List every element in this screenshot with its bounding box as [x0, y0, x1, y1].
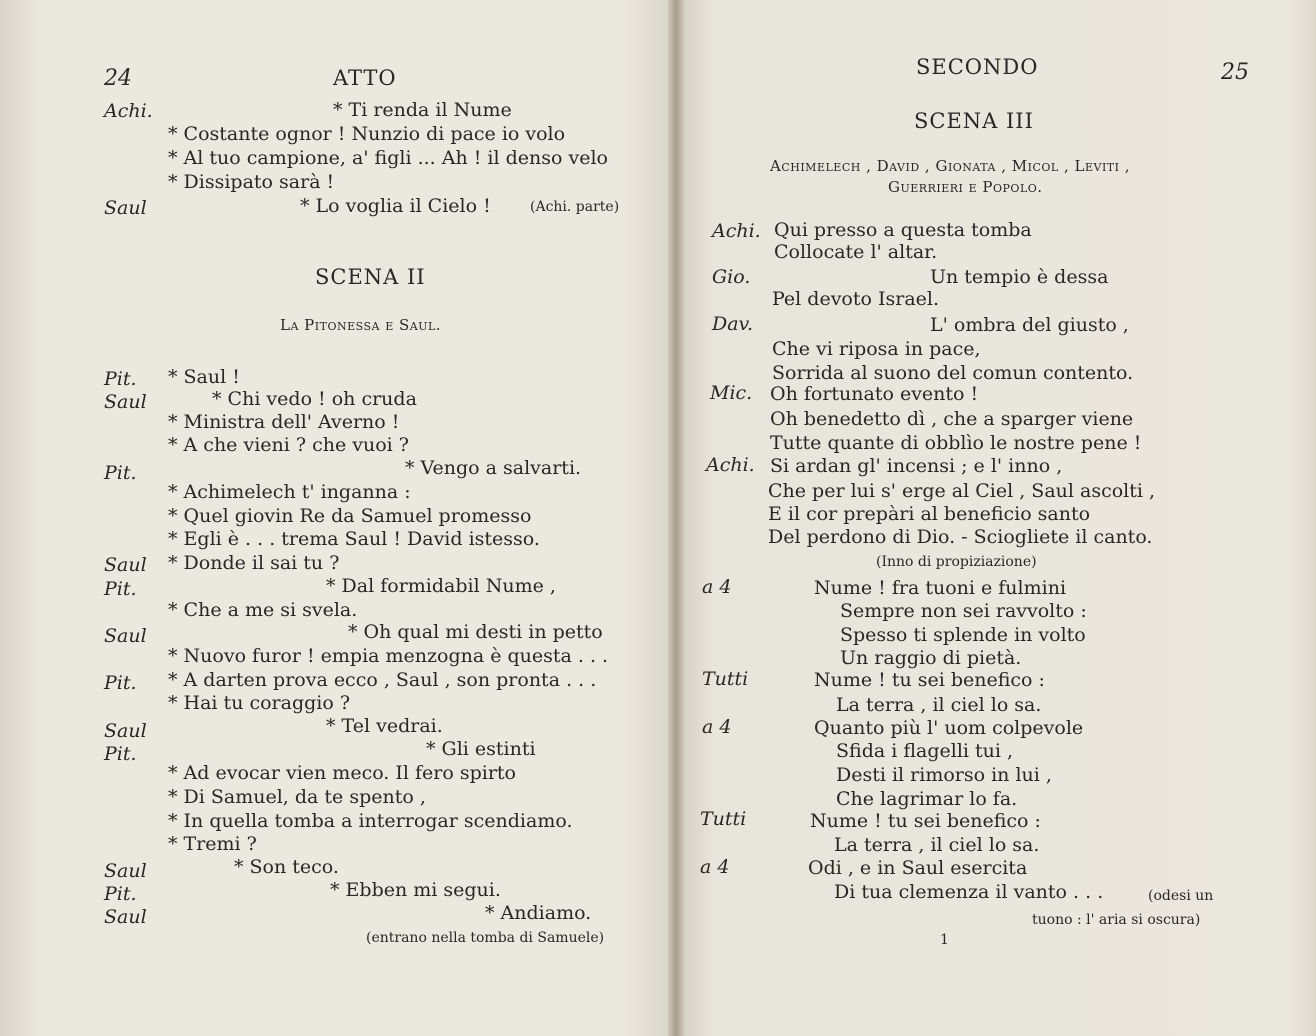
- stage-direction: (Inno di propiziazione): [876, 554, 1037, 570]
- verse-line: Qui presso a questa tomba: [774, 219, 1032, 241]
- verse-line: * Donde il sai tu ?: [168, 552, 340, 574]
- verse-line: * Nuovo furor ! empia menzogna è questa . . .: [168, 645, 609, 667]
- speaker-label: Achi.: [706, 454, 755, 476]
- verse-line: La terra , il ciel lo sa.: [836, 694, 1042, 716]
- verse-line: Spesso ti splende in volto: [840, 624, 1086, 646]
- verse-line: Oh benedetto dì , che a sparger viene: [770, 408, 1134, 430]
- verse-line: * Son teco.: [234, 856, 339, 878]
- verse-line: Quanto più l' uom colpevole: [814, 717, 1084, 739]
- verse-line: Sorrida al suono del comun contento.: [772, 362, 1134, 384]
- verse-line: Un raggio di pietà.: [840, 647, 1022, 669]
- signature-mark: 1: [940, 932, 949, 948]
- verse-line: Odi , e in Saul esercita: [808, 857, 1028, 879]
- verse-line: Tutte quante di obblìo le nostre pene !: [770, 432, 1142, 454]
- speaker-label: Achi.: [712, 220, 761, 242]
- verse-line: * Ebben mi segui.: [330, 879, 501, 901]
- verse-line: * Al tuo campione, a' figli ... Ah ! il denso velo: [168, 147, 608, 169]
- verse-line: Nume ! tu sei benefico :: [810, 810, 1041, 832]
- verse-line: * Di Samuel, da te spento ,: [168, 786, 426, 808]
- verse-line: * In quella tomba a interrogar scendiamo.: [168, 810, 573, 832]
- book-gutter: [668, 0, 684, 1036]
- speaker-label: Saul: [104, 720, 147, 742]
- stage-direction: (Achi. parte): [530, 199, 620, 215]
- verse-line: * Vengo a salvarti.: [405, 457, 582, 479]
- scene-title: SCENA II: [315, 265, 426, 289]
- speaker-label: Pit.: [104, 743, 137, 765]
- scene-cast: Guerrieri e Popolo.: [888, 178, 1043, 196]
- speaker-label: Tutti: [702, 668, 749, 690]
- verse-line: * Egli è . . . trema Saul ! David istesso.: [168, 528, 540, 550]
- speaker-label: Saul: [104, 197, 147, 219]
- speaker-label: Pit.: [104, 578, 137, 600]
- scene-cast: Achimelech , David , Gionata , Micol , Leviti ,: [770, 157, 1131, 175]
- verse-line: * A che vieni ? che vuoi ?: [168, 434, 409, 456]
- speaker-label: Tutti: [700, 808, 747, 830]
- verse-line: * Dissipato sarà !: [168, 171, 335, 193]
- verse-line: Di tua clemenza il vanto . . .: [834, 881, 1104, 903]
- verse-line: * Andiamo.: [485, 902, 592, 924]
- speaker-label: Achi.: [104, 100, 153, 122]
- verse-line: La terra , il ciel lo sa.: [834, 834, 1040, 856]
- verse-line: Collocate l' altar.: [774, 241, 938, 263]
- verse-line: * Gli estinti: [426, 738, 536, 760]
- verse-line: Che vi riposa in pace,: [772, 338, 981, 360]
- verse-line: * Hai tu coraggio ?: [168, 692, 351, 714]
- verse-line: Sfida i flagelli tui ,: [836, 740, 1014, 762]
- verse-line: * Ad evocar vien meco. Il fero spirto: [168, 762, 516, 784]
- speaker-label: Gio.: [712, 266, 751, 288]
- speaker-label: Pit.: [104, 462, 137, 484]
- verse-line: Si ardan gl' incensi ; e l' inno ,: [770, 455, 1063, 477]
- verse-line: Che per lui s' erge al Ciel , Saul ascolti ,: [768, 480, 1156, 502]
- verse-line: * Quel giovin Re da Samuel promesso: [168, 505, 532, 527]
- verse-line: Del perdono di Dio. - Sciogliete il canto.: [768, 526, 1153, 548]
- scene-cast: La Pitonessa e Saul.: [280, 316, 442, 334]
- stage-direction: (entrano nella tomba di Samuele): [366, 930, 605, 946]
- verse-line: * Lo voglia il Cielo !: [300, 195, 491, 217]
- verse-line: Oh fortunato evento !: [770, 383, 979, 405]
- verse-line: E il cor prepàri al beneficio santo: [768, 503, 1091, 525]
- verse-line: * Ti renda il Nume: [333, 99, 512, 121]
- speaker-label: Saul: [104, 391, 147, 413]
- scene-title: SCENA III: [914, 109, 1034, 133]
- running-head: ATTO: [333, 66, 397, 90]
- verse-line: * Ministra dell' Averno !: [168, 411, 400, 433]
- speaker-label: Saul: [104, 625, 147, 647]
- page-number: 24: [104, 66, 132, 91]
- speaker-label: Dav.: [712, 313, 754, 335]
- verse-line: * Tremi ?: [168, 833, 257, 855]
- verse-line: * Tel vedrai.: [326, 715, 443, 737]
- speaker-label: a 4: [702, 576, 732, 598]
- verse-line: * Achimelech t' inganna :: [168, 481, 411, 503]
- verse-line: * A darten prova ecco , Saul , son pronta . . .: [168, 669, 597, 691]
- speaker-label: Saul: [104, 860, 147, 882]
- speaker-label: Pit.: [104, 672, 137, 694]
- verse-line: Nume ! tu sei benefico :: [814, 669, 1045, 691]
- verse-line: * Chi vedo ! oh cruda: [212, 388, 417, 410]
- speaker-label: Mic.: [710, 382, 753, 404]
- verse-line: * Costante ognor ! Nunzio di pace io volo: [168, 123, 566, 145]
- verse-line: Sempre non sei ravvolto :: [840, 600, 1087, 622]
- verse-line: Desti il rimorso in lui ,: [836, 764, 1052, 786]
- verse-line: Nume ! fra tuoni e fulmini: [814, 577, 1067, 599]
- page-number: 25: [1221, 60, 1249, 85]
- speaker-label: a 4: [702, 716, 732, 738]
- speaker-label: Saul: [104, 906, 147, 928]
- verse-line: * Dal formidabil Nume ,: [326, 575, 556, 597]
- speaker-label: a 4: [700, 856, 730, 878]
- speaker-label: Saul: [104, 554, 147, 576]
- running-head: SECONDO: [916, 55, 1039, 79]
- verse-line: * Saul !: [168, 366, 240, 388]
- speaker-label: Pit.: [104, 368, 137, 390]
- verse-line: Un tempio è dessa: [930, 266, 1109, 288]
- speaker-label: Pit.: [104, 883, 137, 905]
- verse-line: * Che a me si svela.: [168, 599, 358, 621]
- stage-direction: tuono : l' aria si oscura): [1032, 912, 1201, 928]
- right-page: [676, 0, 1316, 1036]
- verse-line: * Oh qual mi desti in petto: [348, 621, 603, 643]
- verse-line: Pel devoto Israel.: [772, 288, 940, 310]
- verse-line: L' ombra del giusto ,: [930, 314, 1129, 336]
- verse-line: Che lagrimar lo fa.: [836, 788, 1018, 810]
- stage-direction: (odesi un: [1148, 888, 1214, 904]
